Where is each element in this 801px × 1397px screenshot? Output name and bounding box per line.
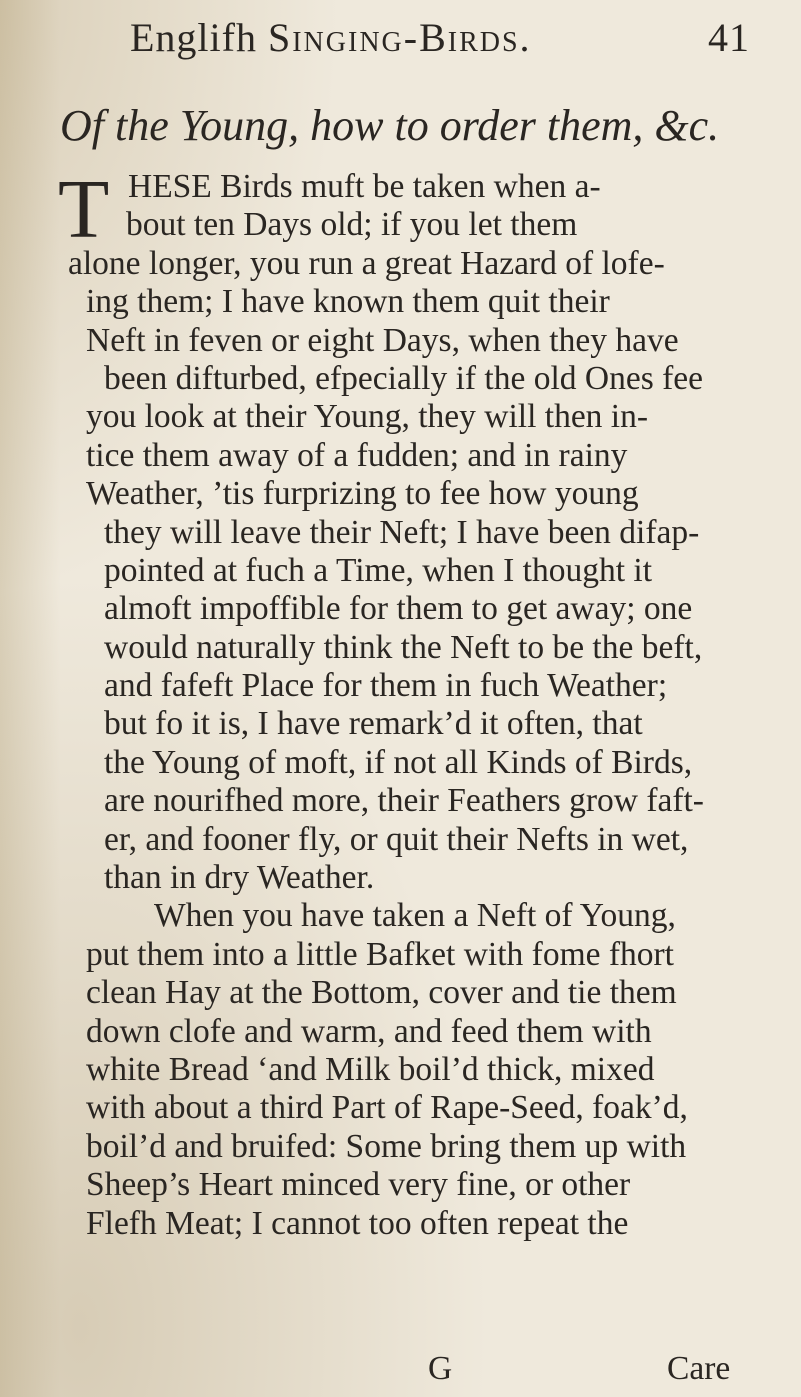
text-line: Sheep’s Heart minced very fine, or other xyxy=(86,1166,631,1204)
text-line: ing them; I have known them quit their xyxy=(86,283,610,321)
text-line: almoft impoffible for them to get away; one xyxy=(104,590,693,628)
text-line: would naturally think the Neft to be the beft, xyxy=(104,628,703,666)
paragraph-first-line: When you have taken a Neft of Young, xyxy=(154,897,676,935)
signature-mark: G xyxy=(428,1350,453,1387)
text-line: boil’d and bruifed: Some bring them up with xyxy=(86,1127,687,1165)
text-line: they will leave their Neft; I have been difap- xyxy=(104,513,700,551)
page-footer xyxy=(0,1350,801,1390)
page-number: 41 xyxy=(708,15,750,60)
text-line: been difturbed, efpecially if the old Ones fee xyxy=(104,359,704,397)
text-line: the Young of moft, if not all Kinds of Birds, xyxy=(104,743,693,781)
text-line: pointed at fuch a Time, when I thought it xyxy=(104,551,653,589)
text-line: clean Hay at the Bottom, cover and tie them xyxy=(86,974,677,1012)
text-line: bout ten Days old; if you let them xyxy=(126,206,578,244)
text-line: and fafeft Place for them in fuch Weather; xyxy=(104,667,668,705)
text-line: are nourifhed more, their Feathers grow faft- xyxy=(104,782,704,820)
text-line: white Bread ‘and Milk boil’d thick, mixed xyxy=(86,1050,655,1088)
running-head-title xyxy=(130,15,532,60)
text-line: Neft in feven or eight Days, when they have xyxy=(86,321,679,359)
text-line: er, and fooner fly, or quit their Nefts in wet, xyxy=(104,820,689,858)
text-line: with about a third Part of Rape-Seed, foak’d, xyxy=(86,1089,688,1127)
text-line: HESE Birds muft be taken when a- xyxy=(128,168,601,205)
catchword: Care xyxy=(667,1350,731,1387)
text-line: down clofe and warm, and feed them with xyxy=(86,1012,652,1050)
text-line: than in dry Weather. xyxy=(104,859,375,897)
text-line: alone longer, you run a great Hazard of lofe- xyxy=(68,244,665,282)
text-line: Flefh Meat; I cannot too often repeat the xyxy=(86,1204,629,1242)
text-line: tice them away of a fudden; and in rainy xyxy=(86,436,628,474)
text-line: you look at their Young, they will then in- xyxy=(86,398,649,436)
drop-cap: T xyxy=(58,163,110,256)
text-line: but fo it is, I have remark’d it often, that xyxy=(104,705,643,743)
text-line: put them into a little Bafket with fome fhort xyxy=(86,935,674,973)
body-text xyxy=(40,163,775,1243)
running-head xyxy=(130,14,750,74)
running-head-title-smallcaps: Singing-Birds. xyxy=(267,15,532,60)
running-head-title-word: Englifh xyxy=(130,15,268,60)
text-line: Weather, ’tis furprizing to fee how young xyxy=(86,475,639,513)
section-title: Of the Young, how to order them, &c. xyxy=(60,101,720,150)
